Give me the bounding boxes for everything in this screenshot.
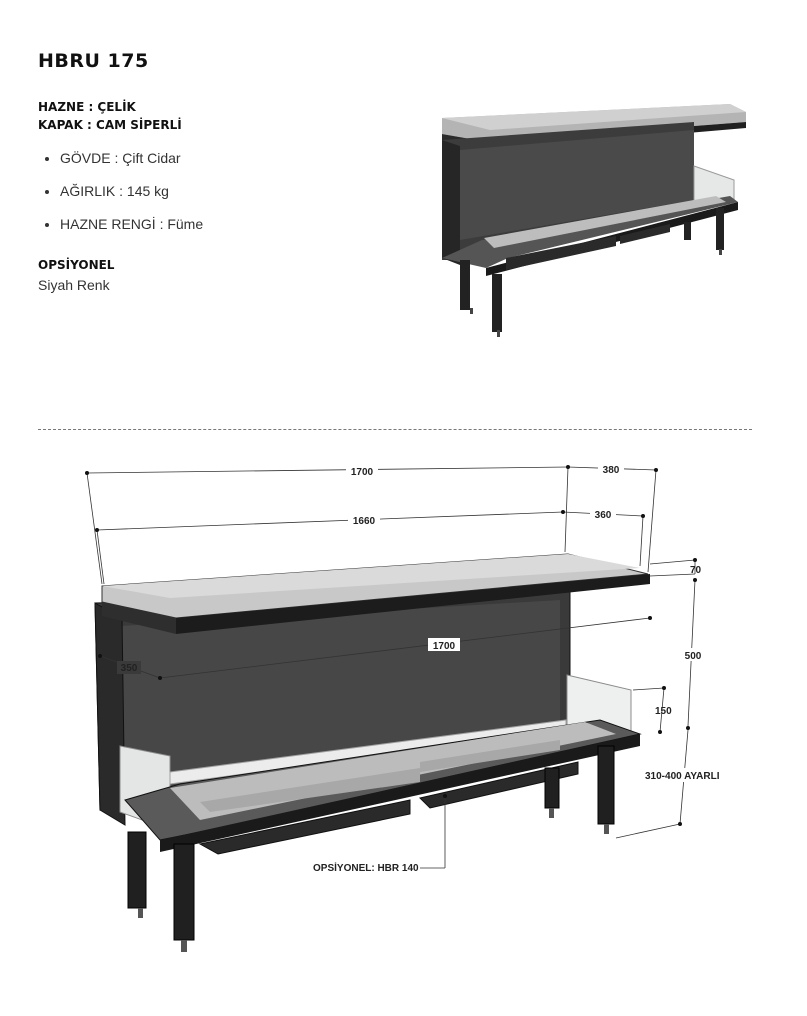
feature-weight: • AĞIRLIK : 145 kg	[60, 183, 203, 199]
feature-list	[38, 150, 203, 249]
dim-side-depth: 350	[120, 663, 138, 674]
feature-body: • GÖVDE : Çift Cidar	[60, 150, 203, 166]
technical-drawing	[0, 450, 807, 970]
feature-tank-color: • HAZNE RENGİ : Füme	[60, 216, 203, 232]
dim-width-inner: 1660	[352, 516, 376, 527]
dim-glass-height: 150	[655, 706, 672, 717]
spec-cover: KAPAK : CAM SİPERLİ	[38, 118, 182, 132]
dim-depth-inner: 360	[594, 510, 612, 521]
dim-width-top: 1700	[350, 467, 374, 478]
fireplace-drawing	[95, 554, 650, 952]
dim-height: 500	[684, 651, 702, 662]
section-divider	[38, 429, 752, 430]
dim-back-width: 1700	[432, 641, 456, 652]
spec-tank: HAZNE : ÇELİK	[38, 100, 136, 114]
product-render-image	[430, 90, 760, 350]
option-value: Siyah Renk	[38, 277, 110, 293]
option-title: OPSİYONEL	[38, 258, 115, 272]
option-callout: OPSİYONEL: HBR 140	[313, 863, 419, 874]
dim-top-thickness: 70	[690, 565, 702, 576]
product-title: HBRU 175	[38, 50, 149, 72]
dim-depth-top: 380	[602, 465, 620, 476]
dim-leg-height: 310-400 AYARLI	[645, 771, 720, 782]
